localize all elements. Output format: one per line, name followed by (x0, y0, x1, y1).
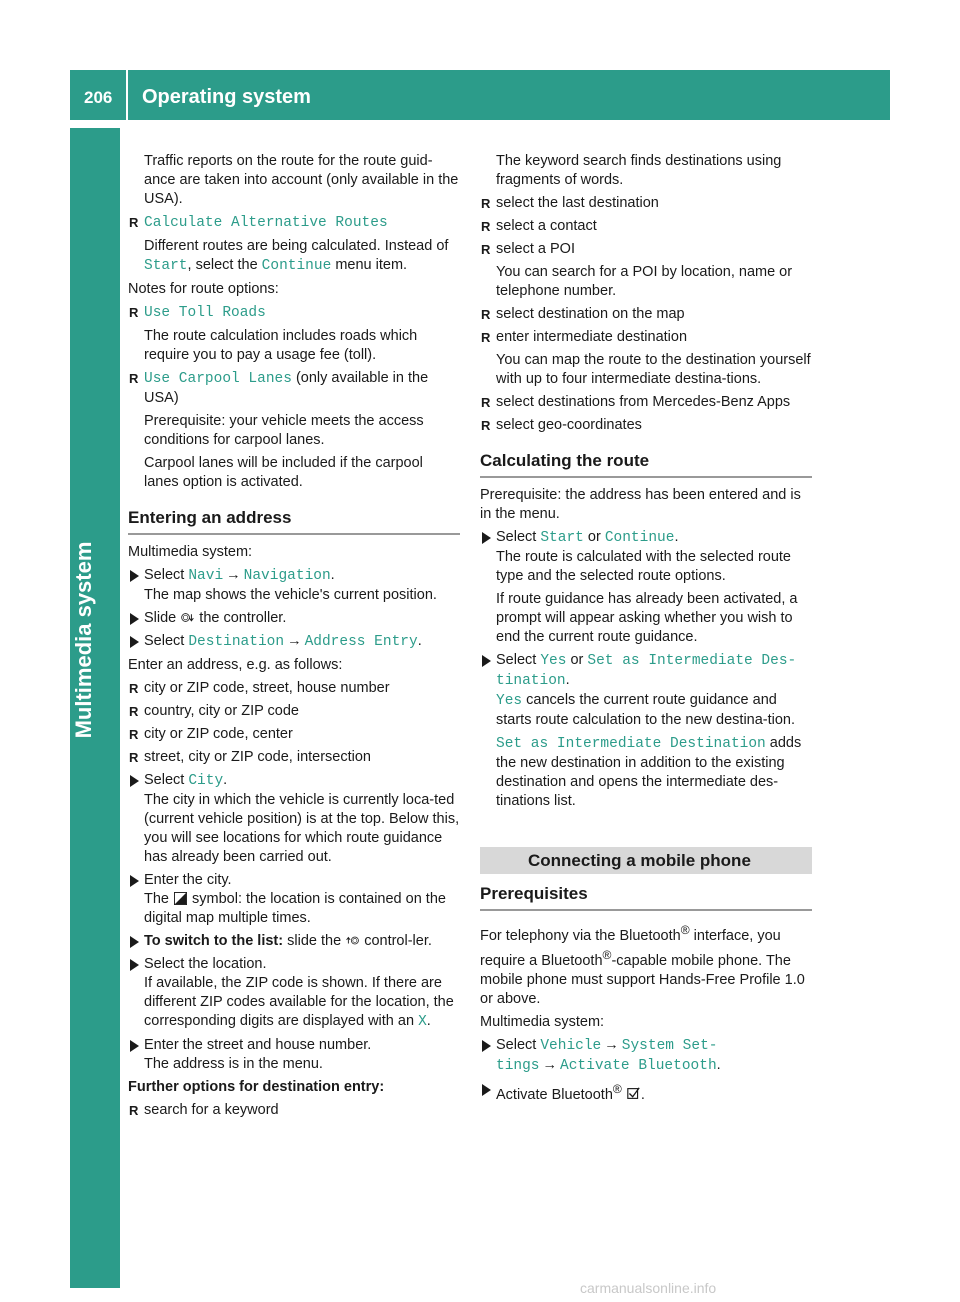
controller-up-icon (346, 934, 359, 947)
select-word: Select (496, 529, 541, 545)
carpool-incl: Carpool lanes will be included if the carpool lanes option is activated. (144, 455, 423, 490)
tel-c: -capable mobile phone. The mobile phone must support Hands-Free Profile 1.0 or above. (480, 952, 805, 1007)
left-column (128, 152, 460, 1124)
period: . (565, 672, 570, 688)
notes-intro: Notes for route options: (128, 281, 279, 297)
further-options-heading: Further options for destination entry: (128, 1079, 385, 1095)
activate-bt-option: Activate Bluetooth (560, 1057, 717, 1074)
carpool-prereq: Prerequisite: your vehicle meets the access conditions for carpool lanes. (144, 413, 424, 448)
yes-option: Yes (496, 693, 523, 709)
heading-entering-address: Entering an address (128, 508, 460, 535)
heading-calculating-route: Calculating the route (480, 451, 812, 478)
addr-in-menu-text: The address is in the menu. (144, 1056, 323, 1072)
opt-contact: R select a contact (480, 217, 812, 236)
opt-geo: R select geo-coordinates (480, 416, 812, 435)
switch-a: slide the (283, 933, 346, 949)
set-desc: adds the new destination in addition to the existing destination and opens the intermediate des-tinations list. (496, 735, 802, 809)
or-word: or (566, 652, 588, 668)
opt-intermediate: R enter intermediate destination (480, 328, 812, 347)
period: . (674, 529, 679, 545)
continue-option: Continue (604, 530, 675, 546)
step-select-location (128, 955, 460, 1032)
switch-bold: To switch to the list: (144, 933, 284, 949)
calc-alt-desc-a: Different routes are being calculated. Instead of (144, 238, 449, 254)
search-keyword-item: R search for a keyword (128, 1101, 460, 1120)
set-intermediate-b: tination (496, 673, 566, 689)
period: . (330, 567, 335, 583)
right-column (480, 152, 812, 1108)
reg-mark: ® (612, 1081, 622, 1096)
step-select-destination (128, 632, 460, 652)
step-slide (128, 609, 460, 628)
reg-mark: ® (602, 947, 612, 962)
period: . (716, 1056, 721, 1073)
continue-option: Continue (261, 258, 332, 274)
select-word: Select (144, 567, 189, 583)
box-title: Connecting a mobile phone (528, 851, 751, 870)
bullet-toll (128, 303, 460, 323)
calc-alt-desc (128, 237, 460, 276)
header-divider (126, 70, 128, 120)
section-box-connecting-phone (480, 847, 812, 874)
yes-option: Yes (540, 653, 567, 669)
slide-b: the controller. (195, 610, 287, 626)
addr-opt-3: R city or ZIP code, center (128, 725, 460, 744)
map-shows-text: The map shows the vehicle's current position. (144, 587, 437, 603)
activate-a: Activate Bluetooth (496, 1086, 613, 1103)
step-enter-city (128, 871, 460, 928)
city-desc: The city in which the vehicle is currently loca-ted (current vehicle position) is at the top. Below this, you will see locations for which route guidance has already been carried out. (144, 792, 460, 865)
navi-option: Navi (188, 568, 224, 584)
opt-map: R select destination on the map (480, 305, 812, 324)
arrow-glyph: → (604, 1036, 619, 1053)
prereq-calc: Prerequisite: the address has been entered and is in the menu. (480, 487, 801, 522)
symbol-a: The (144, 891, 174, 907)
city-option: City (188, 773, 224, 789)
calc-alt-desc-c: menu item. (331, 257, 408, 273)
route-calc-desc: The route is calculated with the selected route type and the selected route options. (496, 549, 791, 584)
mm-system-label: Multimedia system: (480, 1013, 605, 1030)
multiple-locations-icon (174, 892, 187, 905)
addr-opt-2: R country, city or ZIP code (128, 702, 460, 721)
step-select-navi (128, 566, 460, 605)
reg-mark: ® (680, 923, 690, 937)
controller-slide-icon (181, 611, 194, 624)
or-word: or (583, 529, 605, 545)
select-word: Select (496, 652, 541, 668)
system-set-a: System Set- (621, 1037, 718, 1054)
side-square (70, 1238, 120, 1288)
period: . (426, 1013, 431, 1029)
checkbox-checked-icon (627, 1087, 640, 1100)
opt-poi: R select a POI (480, 240, 812, 259)
set-intermediate-a: Set as Intermediate Des- (587, 653, 797, 669)
step-switch-list (128, 932, 460, 951)
poi-desc: You can search for a POI by location, name or telephone number. (496, 264, 793, 299)
period: . (417, 633, 422, 649)
opt-mercedes-apps: R select destinations from Mercedes-Benz Apps (480, 393, 812, 412)
carpool-suffix: (only available in the USA) (144, 370, 429, 406)
enter-city-text: Enter the city. (144, 872, 232, 888)
set-intermediate-desc (480, 734, 812, 811)
toll-option: Use Toll Roads (144, 305, 266, 321)
step-select-start (480, 528, 812, 586)
bullet-calc-alt (128, 213, 460, 233)
arrow-glyph: → (542, 1056, 558, 1073)
opt-last-destination: R select the last destination (480, 194, 812, 213)
page-number: 206 (84, 88, 113, 107)
side-label-text: Multimedia system (71, 541, 96, 739)
yes-desc: cancels the current route guidance and starts route calculation to the new destina-tion. (496, 692, 796, 728)
intermediate-desc: You can map the route to the destination yourself with up to four intermediate destina-tions. (496, 352, 811, 387)
start-option: Start (144, 258, 188, 274)
arrow-glyph: → (287, 633, 302, 649)
telephony-desc (480, 921, 812, 1009)
toll-desc: The route calculation includes roads which require you to pay a usage fee (toll). (144, 328, 418, 363)
select-word: Select (496, 1036, 541, 1053)
period: . (640, 1086, 645, 1103)
navigation-option: Navigation (243, 568, 331, 584)
addr-opt-1: R city or ZIP code, street, house number (128, 679, 460, 698)
addr-opt-4: R street, city or ZIP code, intersection (128, 748, 460, 767)
enter-street-text: Enter the street and house number. (144, 1037, 372, 1053)
enter-address-text: Enter an address, e.g. as follows: (128, 657, 343, 673)
step-enter-street (128, 1036, 460, 1074)
zip-desc: If available, the ZIP code is shown. If there are different ZIP codes available for the location, the corresponding digits are displayed with an (144, 975, 454, 1029)
step-select-city (128, 771, 460, 867)
traffic-text: Traffic reports on the route for the route guid-ance are taken into account (only available in the USA). (144, 153, 459, 207)
select-loc-text: Select the location. (144, 956, 267, 972)
mm-system-label: Multimedia system: (128, 544, 253, 560)
carpool-option: Use Carpool Lanes (144, 371, 292, 387)
tel-b: interface, you require a Bluetooth (480, 927, 781, 969)
heading-prerequisites: Prerequisites (480, 884, 812, 911)
address-entry-option: Address Entry (304, 634, 418, 650)
calc-alt-desc-b: , select the (187, 257, 262, 273)
select-word: Select (144, 772, 189, 788)
period: . (223, 772, 228, 788)
page-title: Operating system (142, 86, 311, 108)
calc-alt-option: Calculate Alternative Routes (144, 215, 388, 231)
step-select-vehicle (480, 1036, 812, 1076)
arrow-glyph: → (226, 567, 241, 583)
bullet-carpool (128, 369, 460, 408)
prompt-desc: If route guidance has already been activated, a prompt will appear asking whether you wish to end the current route guidance. (496, 591, 798, 645)
watermark: carmanualsonline.info (580, 1280, 717, 1296)
set-intermediate-full: Set as Intermediate Destination (496, 736, 766, 752)
side-label (71, 541, 110, 739)
x-option: X (418, 1014, 427, 1030)
vehicle-option: Vehicle (540, 1037, 602, 1054)
destination-option: Destination (188, 634, 285, 650)
symbol-b: symbol: the location is contained on the digital map multiple times. (144, 891, 446, 926)
keyword-desc: The keyword search finds destinations using fragments of words. (496, 153, 782, 188)
step-select-yes (480, 651, 812, 730)
switch-b: control-ler. (360, 933, 432, 949)
system-set-b: tings (496, 1057, 540, 1074)
step-activate-bt (480, 1080, 812, 1105)
start-option: Start (540, 530, 584, 546)
select-word: Select (144, 633, 189, 649)
tel-a: For telephony via the Bluetooth (480, 927, 681, 944)
slide-a: Slide (144, 610, 181, 626)
